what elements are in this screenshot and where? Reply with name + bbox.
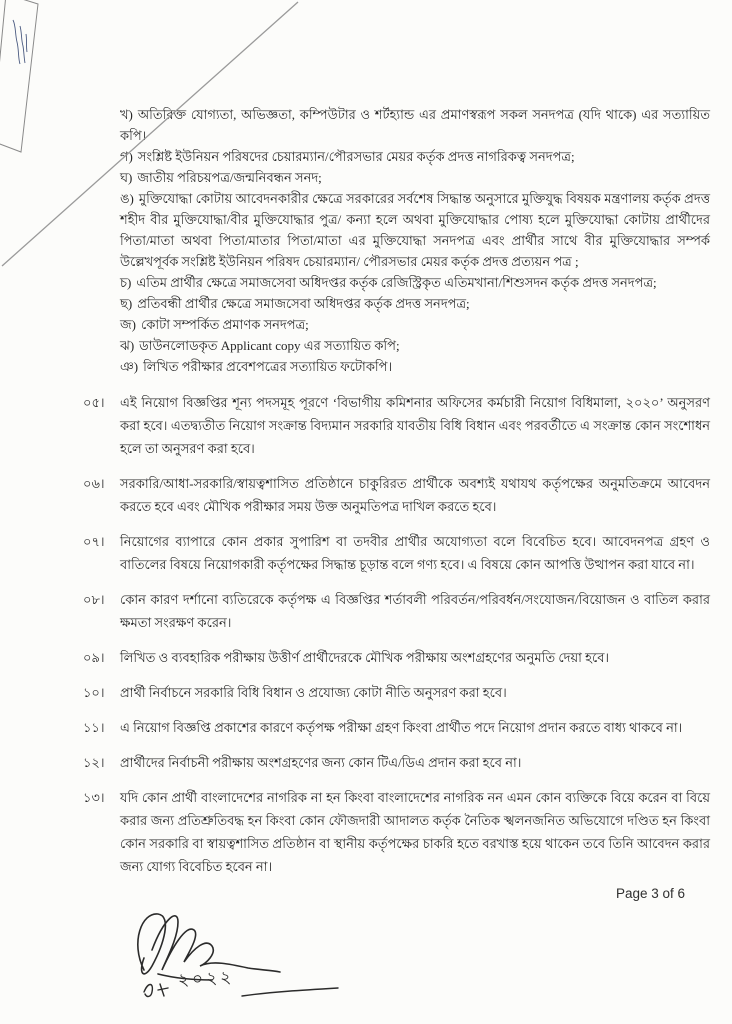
item-text: ডাউনলোডকৃত Applicant copy এর সত্যায়িত কপি; [139, 338, 400, 353]
item-marker: খ) [120, 107, 133, 122]
item-number: ০৯। [83, 650, 105, 665]
item-text: অতিরিক্ত যোগ্যতা, অভিজ্ঞতা, কম্পিউটার ও শর্টহ্যান্ড এর প্রমাণস্বরূপ সকল সনদপত্র (যদি থাকে) এর সত্যায়িত কপি। [120, 107, 710, 143]
checklist-item-cha [120, 272, 710, 293]
checklist-item-uma [120, 188, 710, 272]
item-text: প্রতিবন্ধী প্রার্থীর ক্ষেত্রে সমাজসেবা অধিদপ্তর কর্তৃক প্রদত্ত সনদপত্র; [137, 296, 470, 311]
item-marker: গ) [120, 149, 133, 164]
item-number: ১০। [83, 685, 105, 700]
item-text: সংশ্লিষ্ট ইউনিয়ন পরিষদের চেয়ারম্যান/পৌরসভার মেয়র কর্তৃক প্রদত্ত নাগরিকত্ব সনদপত্র; [137, 149, 575, 164]
item-number: ০৫। [83, 395, 105, 410]
item-text: লিখিত পরীক্ষার প্রবেশপত্রের সত্যায়িত ফটোকপি। [143, 359, 393, 374]
item-text: মুক্তিযোদ্ধা কোটায় আবেদনকারীর ক্ষেত্রে সরকারের সর্বশেষ সিদ্ধান্ত অনুসারে মুক্তিযুদ্ধ বিষয়ক মন্ত্রণালয় কর্তৃক প্রদত্ত শহীদ বীর মুক্তিযোদ্ধা/বীর মুক্তিযোদ্ধার পুত্র/ কন্যা হলে অথবা মুক্তিযোদ্ধার পোষ্য হলে মুক্তিযোদ্ধা কোটায় প্রার্থীদের পিতা/মাতা অথবা পিতা/মাতার পিতা/মাতা এর মুক্তিযোদ্ধা সনদপত্র এবং প্রার্থীর সাথে বীর মুক্তিযোদ্ধার সম্পর্ক উল্লেখপূর্বক সংশ্লিষ্ট ইউনিয়ন পরিষদ চেয়ারম্যান/ পৌরসভার মেয়র কর্তৃক প্রদত্ত প্রত্যয়ন পত্র ; [120, 191, 710, 269]
item-marker: ঞ) [120, 359, 139, 374]
item-text: কোটা সম্পর্কিত প্রমাণক সনদপত্র; [140, 317, 309, 332]
checklist-item-jha [120, 335, 710, 356]
item-marker: ছ) [120, 296, 133, 311]
signature-handwritten-date: ২০২২ [177, 967, 235, 991]
item-number: ০৬। [83, 476, 105, 491]
item-marker: ঝ) [120, 338, 135, 353]
signature-scribble [114, 904, 374, 1004]
signature-block [120, 904, 710, 1004]
item-text: নিয়োগের ব্যাপারে কোন প্রকার সুপারিশ বা তদবীর প্রার্থীর অযোগ্যতা বলে বিবেচিত হবে। আবেদনপত্র গ্রহণ ও বাতিলের বিষয়ে নিয়োগকারী কর্তৃপক্ষের সিদ্ধান্ত চূড়ান্ত বলে গণ্য হবে। এ বিষয়ে কোন আপত্তি উত্থাপন করা যাবে না। [120, 534, 710, 572]
item-marker: ঙ) [120, 191, 134, 206]
conditions-list [83, 391, 710, 878]
item-text: জাতীয় পরিচয়পত্র/জন্মনিবন্ধন সনদ; [137, 170, 322, 185]
condition-item-05 [83, 391, 710, 460]
item-text: এই নিয়োগ বিজ্ঞপ্তির শূন্য পদসমূহ পূরণে ‘বিভাগীয় কমিশনার অফিসের কর্মচারী নিয়োগ বিধিমালা, ২০২০’ অনুসরণ করা হবে। এতদ্ব্যতীত নিয়োগ সংক্রান্ত বিদ্যমান সরকারি যাবতীয় বিধি বিধান এবং পরবর্তীতে এ সংক্রান্ত কোন সংশোধন হলে তা অনুসরণ করা হবে। [120, 395, 710, 456]
condition-item-07 [83, 530, 710, 576]
condition-item-11 [83, 716, 710, 739]
item-number: ১৩। [83, 790, 105, 805]
item-text: যদি কোন প্রার্থী বাংলাদেশের নাগরিক না হন কিংবা বাংলাদেশের নাগরিক নন এমন কোন ব্যক্তিকে বিয়ে করেন বা বিয়ে করার জন্য প্রতিশ্রুতিবদ্ধ হন কিংবা কোন ফৌজদারী আদালত কর্তৃক নৈতিক স্খলনজনিত অভিযোগে দণ্ডিত হন কিংবা কোন সরকারি বা স্বায়ত্বশাসিত প্রতিষ্ঠান বা স্থানীয় কর্তৃপক্ষের চাকরি হতে বরখাস্ত হয়ে থাকেন তবে তিনি আবেদন করার জন্য যোগ্য বিবেচিত হবেন না। [120, 790, 710, 874]
document-checklist [120, 104, 710, 377]
condition-item-09 [83, 646, 710, 669]
page-number: Page 3 of 6 [616, 886, 686, 901]
item-text: এ নিয়োগ বিজ্ঞপ্তি প্রকাশের কারণে কর্তৃপক্ষ পরীক্ষা গ্রহণ কিংবা প্রার্থীত পদে নিয়োগ প্রদান করতে বাধ্য থাকবে না। [120, 720, 683, 735]
condition-item-08 [83, 588, 710, 634]
checklist-item-kha [120, 104, 710, 146]
item-text: লিখিত ও ব্যবহারিক পরীক্ষায় উত্তীর্ণ প্রার্থীদেরকে মৌখিক পরীক্ষায় অংশগ্রহণের অনুমতি দেয়া হবে। [120, 650, 610, 665]
item-number: ১১। [83, 720, 105, 735]
checklist-item-ja [120, 314, 710, 335]
item-number: ০৮। [83, 592, 105, 607]
checklist-item-chha [120, 293, 710, 314]
checklist-item-nio [120, 356, 710, 377]
condition-item-06 [83, 472, 710, 518]
handwritten-note-scribble [13, 20, 27, 64]
item-text: কোন কারণ দর্শানো ব্যতিরেকে কর্তৃপক্ষ এ বিজ্ঞপ্তির শর্তাবলী পরিবর্তন/পরিবর্ধন/সংযোজন/বিয়োজন ও বাতিল করার ক্ষমতা সংরক্ষণ করেন। [120, 592, 710, 630]
condition-item-13 [83, 786, 710, 878]
checklist-item-gha [120, 167, 710, 188]
handwritten-note-box [0, 0, 38, 152]
condition-item-10 [83, 681, 710, 704]
condition-item-12 [83, 751, 710, 774]
item-number: ১২। [83, 755, 105, 770]
item-text: এতিম প্রার্থীর ক্ষেত্রে সমাজসেবা অধিদপ্তর কর্তৃক রেজিস্ট্রিকৃত এতিমখানা/শিশুসদন কর্তৃক প্রদত্ত সনদপত্র; [136, 275, 657, 290]
item-marker: চ) [120, 275, 132, 290]
item-marker: জ) [120, 317, 136, 332]
item-text: প্রার্থী নির্বাচনে সরকারি বিধি বিধান ও প্রযোজ্য কোটা নীতি অনুসরণ করা হবে। [120, 685, 507, 700]
item-number: ০৭। [83, 534, 105, 549]
checklist-item-ga [120, 146, 710, 167]
item-text: প্রার্থীদের নির্বাচনী পরীক্ষায় অংশগ্রহণের জন্য কোন টিএ/ডিএ প্রদান করা হবে না। [120, 755, 522, 770]
item-text: সরকারি/আধা-সরকারি/স্বায়ত্বশাসিত প্রতিষ্ঠানে চাকুরিরত প্রার্থীকে অবশ্যই যথাযথ কর্তৃপক্ষের অনুমতিক্রমে আবেদন করতে হবে এবং মৌখিক পরীক্ষার সময় উক্ত অনুমতিপত্র দাখিল করতে হবে। [120, 476, 710, 514]
item-marker: ঘ) [120, 170, 133, 185]
